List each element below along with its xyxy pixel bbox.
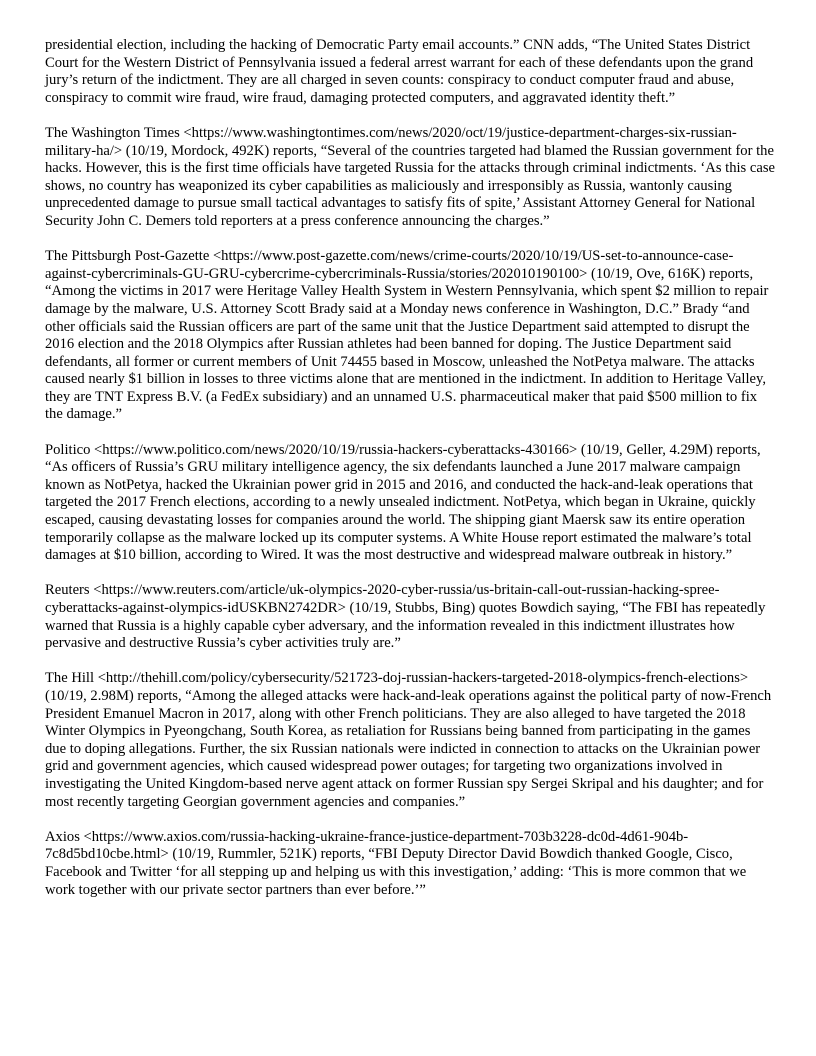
document-page (45, 37, 775, 899)
paragraph-cnn-continuation: presidential election, including the hacking of Democratic Party email accounts.” CNN adds, “The United States District Court for the Western District of Pennsylvania issued a federal arrest warrant for each of these defendants upon the grand jury’s return of the indictment. They are all charged in seven counts: conspiracy to conduct computer fraud and abuse, conspiracy to commit wire fraud, wire fraud, damaging protected computers, and aggravated identity theft.” (45, 37, 754, 106)
paragraph-pittsburgh-post-gazette: The Pittsburgh Post-Gazette <https://www.post-gazette.com/news/crime-courts/2020/10/19/US-set-to-announce-case-against-cybercriminals-GU-GRU-cybercrime-cybercriminals-Russia/stories/202010190100> (10/19, Ove, 616K) reports, “Among the victims in 2017 were Heritage Valley Health System in Western Pennsylvania, which spent $2 million to repair damage by the malware, U.S. Attorney Scott Brady said at a Monday news conference in Washington, D.C.” Brady “and other officials said the Russian officers are part of the same unit that the Justice Department said attempted to disrupt the 2016 election and the 2018 Olympics after Russian athletes had been banned for doping. The Justice Department said defendants, all former or current members of Unit 74455 based in Moscow, unleashed the NotPetya malware. The attacks caused nearly $1 billion in losses to three victims alone that are mentioned in the indictment. In addition to Heritage Valley, they are TNT Express B.V. (a FedEx subsidiary) and an unnamed U.S. pharmaceutical maker that paid $500 million to fix the damage.” (45, 248, 769, 423)
paragraph-washington-times: The Washington Times <https://www.washingtontimes.com/news/2020/oct/19/justice-department-charges-six-russian-military-ha/> (10/19, Mordock, 492K) reports, “Several of the countries targeted had blamed the Russian government for the hacks. However, this is the first time officials have targeted Russia for the attacks through criminal indictments. ‘As this case shows, no country has weaponized its cyber capabilities as maliciously and irresponsibly as Russia, wantonly causing unprecedented damage to pursue small tactical advantages to satisfy fits of spite,’ Assistant Attorney General for National Security John C. Demers told reporters at a press conference announcing the charges.” (45, 124, 776, 229)
paragraph-reuters: Reuters <https://www.reuters.com/article/uk-olympics-2020-cyber-russia/us-britain-call-out-russian-hacking-spree-cyberattacks-against-olympics-idUSKBN2742DR> (10/19, Stubbs, Bing) quotes Bowdich saying, “The FBI has repeatedly warned that Russia is a highly capable cyber adversary, and the information revealed in this indictment illustrates how pervasive and destructive Russia’s cyber activities truly are.” (45, 582, 766, 652)
paragraph-the-hill: The Hill <http://thehill.com/policy/cybersecurity/521723-doj-russian-hackers-targeted-2018-olympics-french-elections> (10/19, 2.98M) reports, “Among the alleged attacks were hack-and-leak operations against the political party of now-French President Emanuel Macron in 2017, along with other French politicians. They are also alleged to have targeted the 2018 Winter Olympics in Pyeongchang, South Korea, as retaliation for Russians being banned from participating in the games due to doping allegations. Further, the six Russian nationals were indicted in connection to attacks on the Ukrainian power grid and government agencies, which caused widespread power outages; for targeting two organizations involved in investigating the United Kingdom-based nerve agent attack on former Russian spy Sergei Skripal and his daughter; and for most recently targeting Georgian government agencies and companies.” (45, 670, 772, 810)
paragraph-axios: Axios <https://www.axios.com/russia-hacking-ukraine-france-justice-department-703b3228-dc0d-4d61-904b-7c8d5bd10cbe.html> (10/19, Rummler, 521K) reports, “FBI Deputy Director David Bowdich thanked Google, Cisco, Facebook and Twitter ‘for all stepping up and helping us with this investigation,’ adding: ‘This is more common that we work together with our private sector partners than ever before.’” (45, 828, 747, 898)
paragraph-politico: Politico <https://www.politico.com/news/2020/10/19/russia-hackers-cyberattacks-430166> (10/19, Geller, 4.29M) reports, “As officers of Russia’s GRU military intelligence agency, the six defendants launched a June 2017 malware campaign known as NotPetya, hacked the Ukrainian power grid in 2015 and 2016, and conducted the hack-and-leak operations that targeted the 2017 French elections, according to a newly unsealed indictment. NotPetya, which began in Ukraine, quickly escaped, causing devastating losses for companies around the world. The shipping giant Maersk saw its entire operation temporarily collapse as the malware locked up its computer systems. A White House report estimated the malware’s total damages at $10 billion, according to Wired. It was the most destructive and widespread malware outbreak in history.” (45, 441, 761, 564)
